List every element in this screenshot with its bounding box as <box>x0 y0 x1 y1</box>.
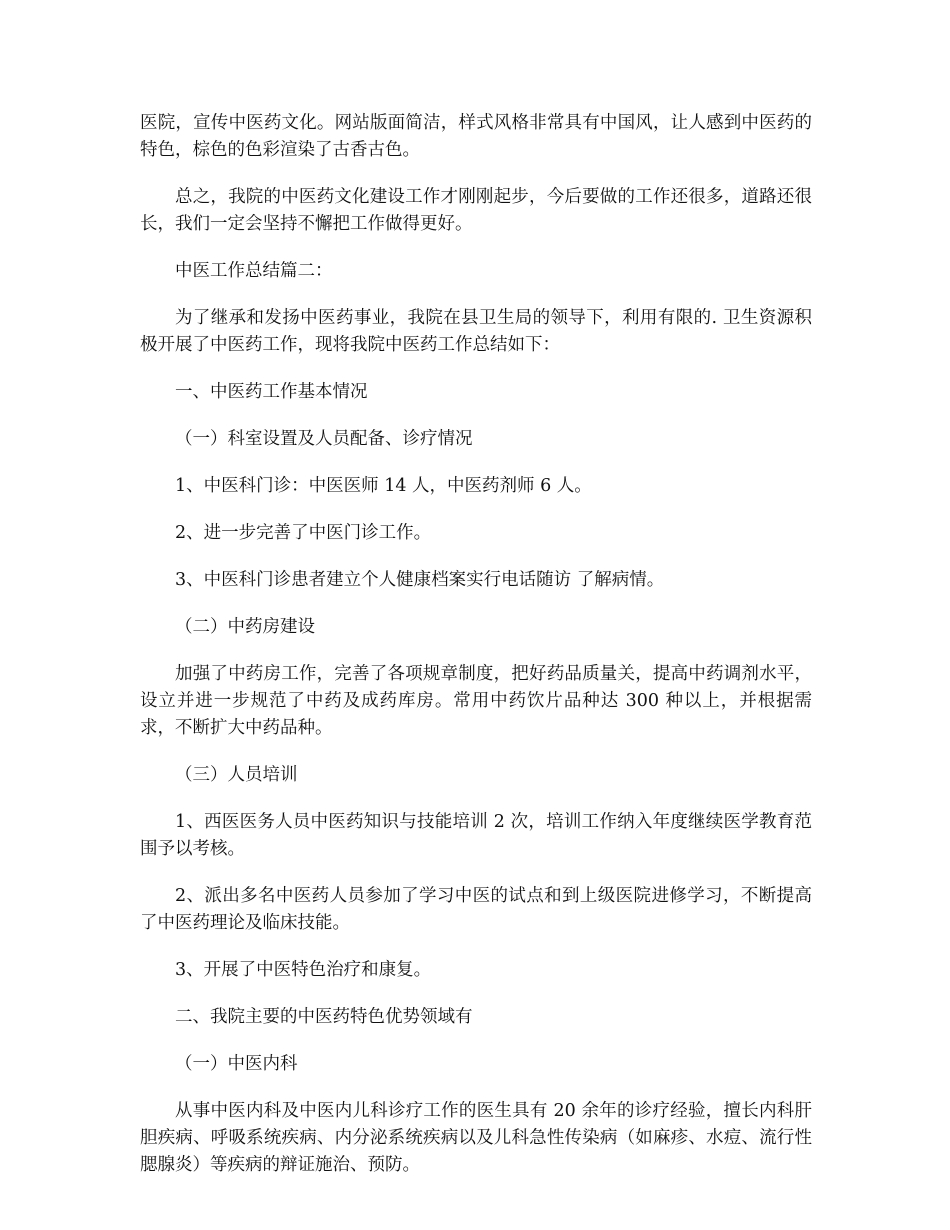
paragraph-hospital-website: 医院，宣传中医药文化。网站版面简洁，样式风格非常具有中国风，让人感到中医药的特色，棕色的色彩渲染了古香古色。 <box>140 113 812 160</box>
document-body <box>140 110 812 1199</box>
paragraph-intro: 为了继承和发扬中医药事业，我院在县卫生局的领导下，利用有限的. 卫生资源积极开展了中医药工作，现将我院中医药工作总结如下： <box>140 308 812 355</box>
subheading-pharmacy: （二）中药房建设 <box>175 617 315 637</box>
paragraph-pharmacy: 加强了中药房工作，完善了各项规章制度，把好药品质量关，提高中药调剂水平，设立并进一步规范了中药及成药库房。常用中药饮片品种达 300 种以上，并根据需求，不断扩大中药品种。 <box>140 664 812 738</box>
paragraph-internal-medicine: 从事中医内科及中医内儿科诊疗工作的医生具有 20 余年的诊疗经验，擅长内科肝胆疾病、呼吸系统疾病、内分泌系统疾病以及儿科急性传染病（如麻疹、水痘、流行性腮腺炎）等疾病的辩证施治、预防。 <box>140 1101 812 1175</box>
list-item-patient-records: 3、中医科门诊患者建立个人健康档案实行电话随访 了解病情。 <box>175 570 665 590</box>
list-item-advanced-study: 2、派出多名中医药人员参加了学习中医的试点和到上级医院进修学习，不断提高了中医药理论及临床技能。 <box>140 886 812 933</box>
subheading-departments: （一）科室设置及人员配备、诊疗情况 <box>175 429 473 449</box>
subheading-training: （三）人员培训 <box>175 765 298 785</box>
section-title-part-two: 中医工作总结篇二： <box>175 261 333 281</box>
list-item-outpatient-improvement: 2、进一步完善了中医门诊工作。 <box>175 523 432 543</box>
list-item-rehabilitation: 3、开展了中医特色治疗和康复。 <box>175 960 432 980</box>
subheading-internal-medicine: （一）中医内科 <box>175 1054 298 1074</box>
heading-basic-situation: 一、中医药工作基本情况 <box>175 382 368 402</box>
list-item-training: 1、西医医务人员中医药知识与技能培训 2 次，培训工作纳入年度继续医学教育范围予以考核。 <box>140 812 812 859</box>
paragraph-summary: 总之，我院的中医药文化建设工作才刚刚起步，今后要做的工作还很多，道路还很长，我们一定会坚持不懈把工作做得更好。 <box>140 187 812 234</box>
heading-advantages: 二、我院主要的中医药特色优势领域有 <box>175 1007 473 1027</box>
list-item-outpatient-staff: 1、中医科门诊：中医医师 14 人，中医药剂师 6 人。 <box>175 476 592 496</box>
